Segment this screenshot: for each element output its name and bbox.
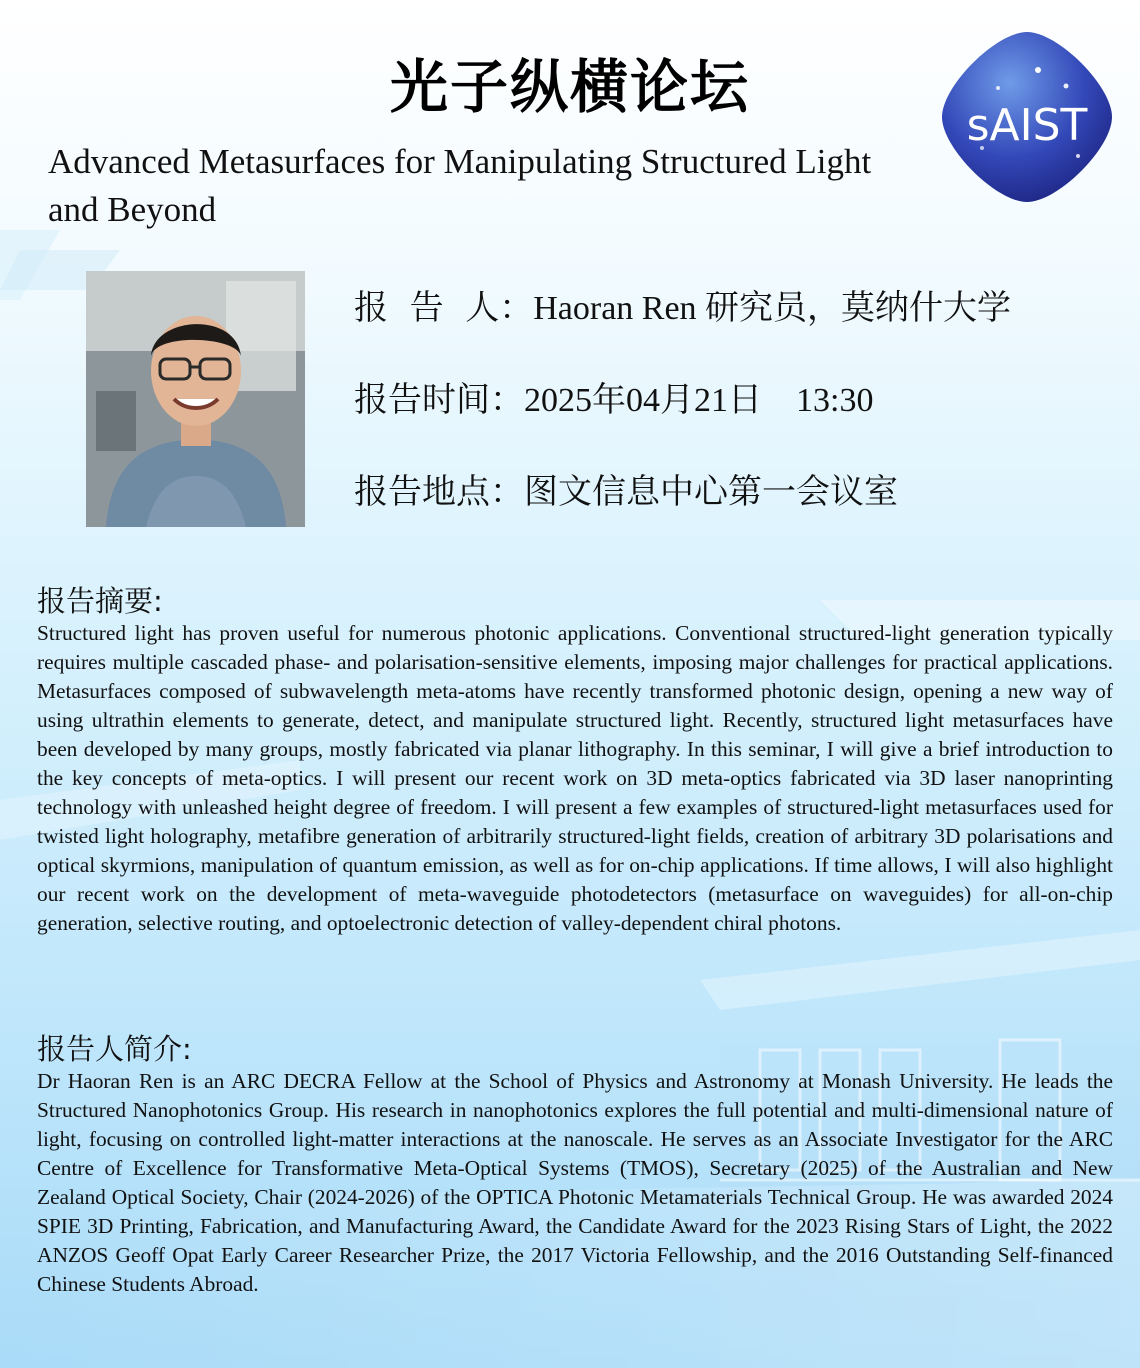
venue-line: [354, 472, 898, 513]
saist-logo: [938, 28, 1116, 206]
venue-value: 图文信息中心第一会议室: [524, 474, 898, 511]
venue-label: 报告地点：: [354, 472, 524, 512]
speaker-photo-illustration: [86, 271, 305, 527]
talk-title: Advanced Metasurfaces for Manipulating Structured Light and Beyond: [48, 142, 872, 229]
forum-title: 光子纵横论坛: [389, 53, 750, 121]
time-value: 2025年04月21日 13:30: [524, 382, 874, 419]
abstract-heading: 报告摘要:: [37, 584, 163, 618]
bio-text: Dr Haoran Ren is an ARC DECRA Fellow at the School of Physics and Astronomy at Monash University. He leads the Structured Nanophotonics Group. His research in nanophotonics explores the full potential and multi-dimensional nature of light, focusing on controlled light-matter interactions at the nanoscale. He serves as an Associate Investigator for the ARC Centre of Excellence for Transformative Meta-Optical Systems (TMOS), Secretary (2025) of the Australian and New Zealand Optical Society, Chair (2024-2026) of the OPTICA Photonic Metamaterials Technical Group. He was awarded 2024 SPIE 3D Printing, Fabrication, and Manufacturing Award, the Candidate Award for the 2023 Rising Stars of Light, the 2022 ANZOS Geoff Opat Early Career Researcher Prize, the 2017 Victoria Fellowship, and the 2016 Outstanding Self-financed Chinese Students Abroad.: [37, 1069, 1113, 1296]
logo-text: sAIST: [966, 100, 1088, 151]
time-line: [354, 380, 873, 421]
time-label: 报告时间：: [354, 380, 524, 420]
abstract-text: Structured light has proven useful for numerous photonic applications. Conventional structured-light generation typically requires multiple cascaded phase- and polarisation-sensitive elements, imposing major challenges for practical applications. Metasurfaces composed of subwavelength meta-atoms have recently transformed photonic design, opening a new way of using ultrathin elements to generate, detect, and manipulate structured light. Recently, structured light metasurfaces have been developed by many groups, mostly fabricated via planar lithography. In this seminar, I will give a brief introduction to the key concepts of meta-optics. I will present our recent work on 3D meta-optics fabricated via 3D laser nanoprinting technology with unleashed height degree of freedom. I will present a few examples of structured-light metasurfaces used for twisted light holography, metafibre generation of arbitrarily structured-light fields, creation of arbitrary 3D polarisations and optical skyrmions, manipulation of quantum emission, as well as for on-chip applications. If time allows, I will also highlight our recent work on the development of meta-waveguide photodetectors (metasurface on waveguides) for all-on-chip generation, selective routing, and optoelectronic detection of valley-dependent chiral photons.: [37, 621, 1113, 935]
speaker-value: Haoran Ren 研究员，莫纳什大学: [533, 290, 1012, 327]
speaker-line: [354, 288, 1011, 329]
speaker-label: 报 告 人：: [354, 288, 534, 328]
speaker-photo: [86, 271, 305, 527]
bio-heading: 报告人简介:: [37, 1032, 192, 1066]
